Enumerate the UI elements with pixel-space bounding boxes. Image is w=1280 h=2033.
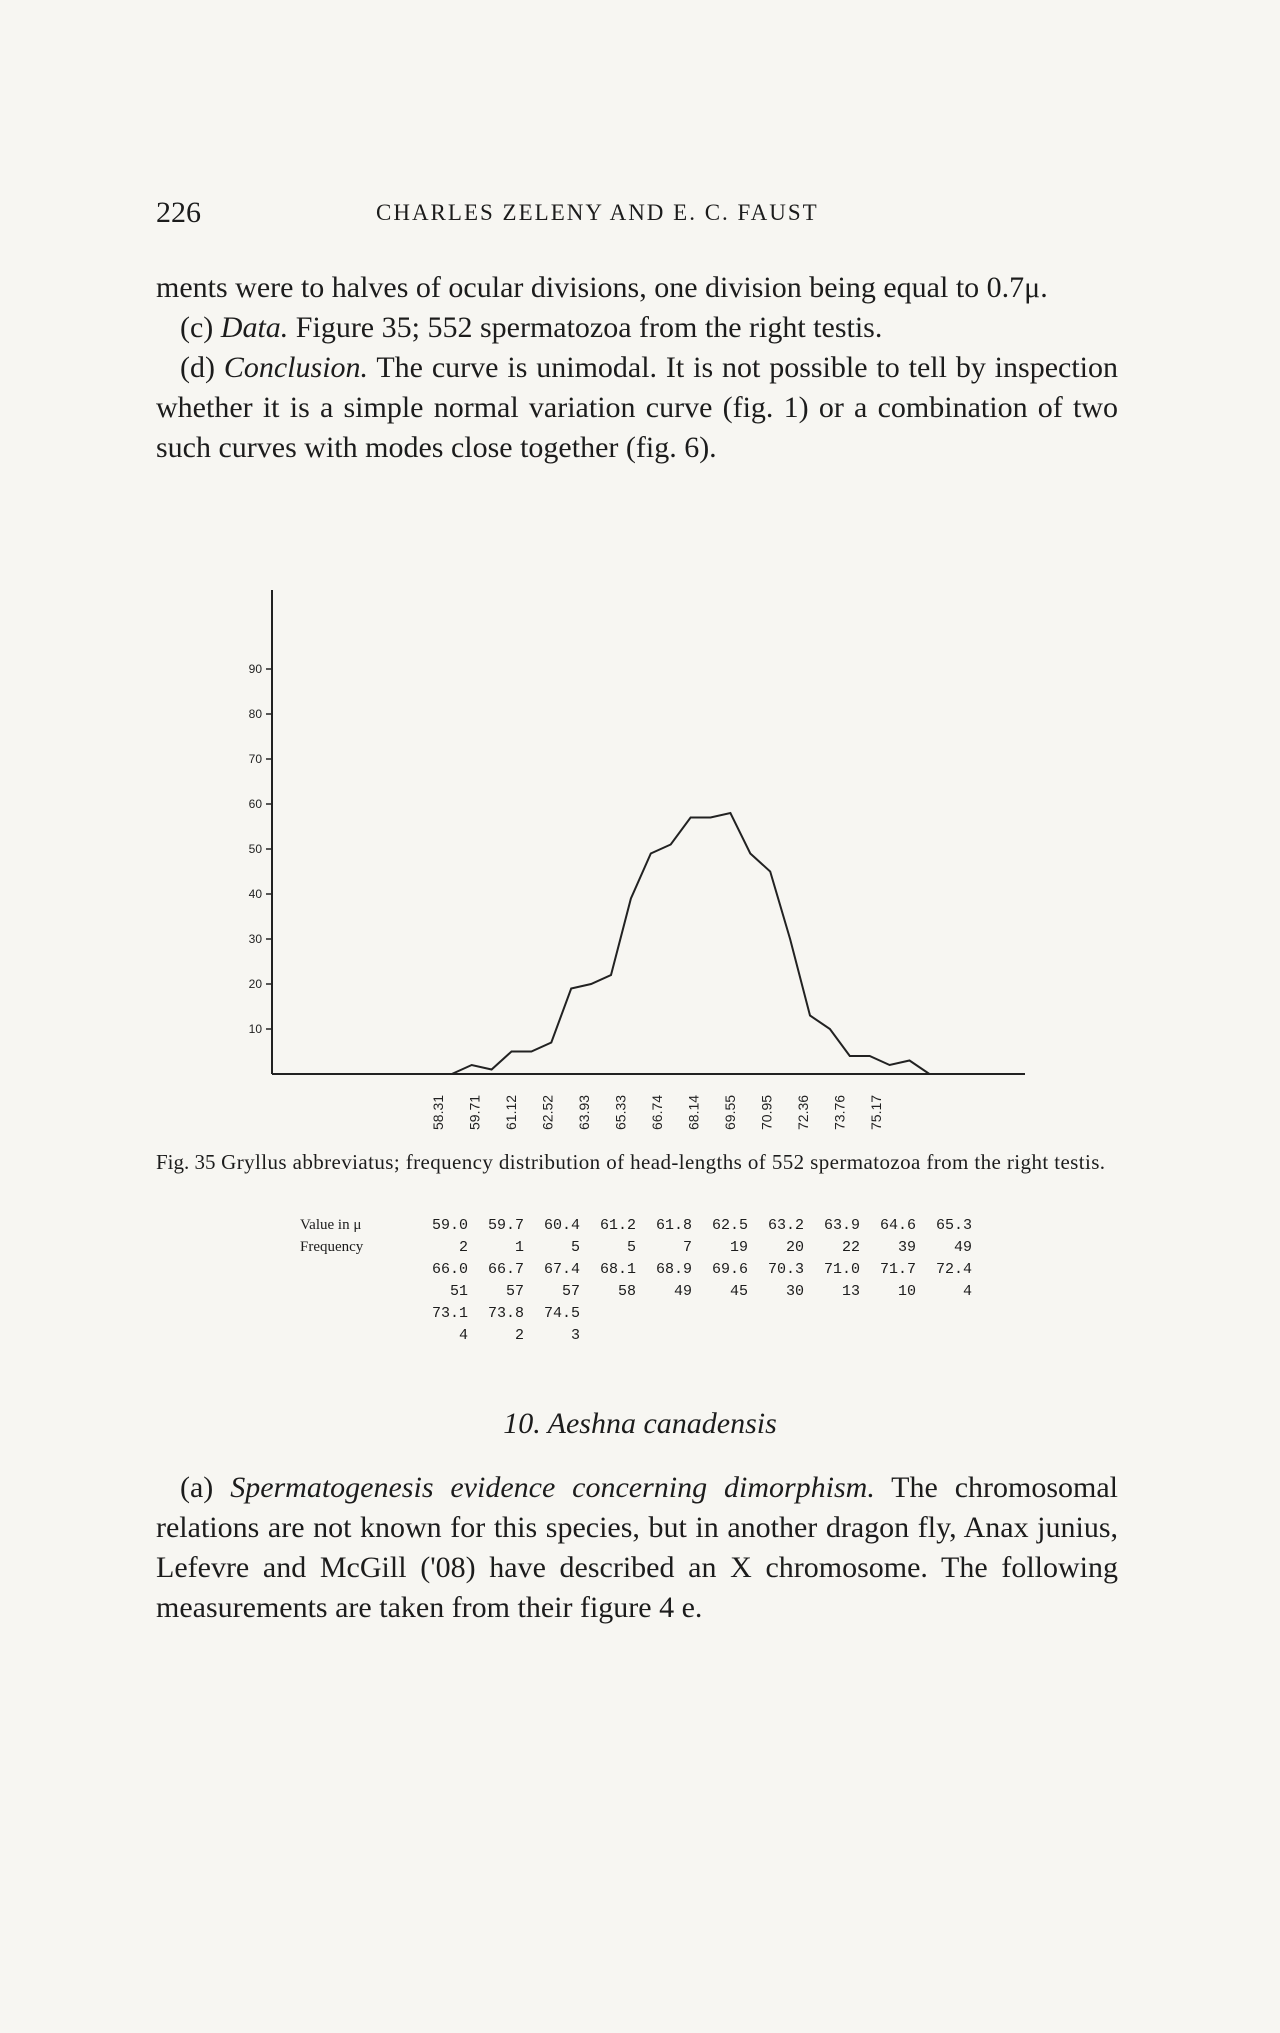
row-label	[300, 1280, 412, 1302]
frequency-row	[300, 1280, 972, 1302]
a-text: The chromosomal relations are not known for this species, but in another dragon fly, Anax junius, Lefevre and McGill ('08) have described an X chromosome. The following measurements are taken from their figure 4 e.	[156, 1471, 1118, 1624]
value-cell: 70.3	[767, 1260, 804, 1278]
value-row	[300, 1214, 972, 1236]
figure-caption	[156, 1148, 1118, 1176]
c-title: Data.	[220, 311, 289, 344]
frequency-table	[300, 1214, 972, 1346]
running-head: CHARLES ZELENY AND E. C. FAUST	[376, 200, 819, 225]
frequency-cell: 3	[570, 1326, 580, 1344]
y-tick-label: 60	[248, 797, 262, 811]
frequency-cell: 22	[841, 1238, 860, 1256]
frequency-cell: 39	[897, 1238, 916, 1256]
x-tick-label: 68.14	[685, 1094, 702, 1130]
c-text: Figure 35; 552 spermatozoa from the right testis.	[288, 311, 883, 344]
y-tick-label: 80	[248, 707, 262, 721]
x-tick-label: 70.95	[758, 1094, 775, 1130]
figure-label: Fig. 35	[156, 1150, 216, 1174]
x-tick-label: 75.17	[868, 1094, 884, 1130]
y-tick-label: 50	[248, 842, 262, 856]
frequency-cell: 49	[953, 1238, 972, 1256]
value-cell: 64.6	[879, 1216, 916, 1234]
d-title: Conclusion.	[223, 351, 369, 384]
d-text: The curve is unimodal. It is not possible to tell by inspection whether it is a simple normal variation curve (fig. 1) or a combination of two such curves with modes close together (fig. 6).	[156, 351, 1118, 464]
row-label	[300, 1258, 412, 1280]
page-number: 226	[156, 196, 201, 229]
value-cell: 71.7	[879, 1260, 916, 1278]
value-cell: 63.9	[823, 1216, 860, 1234]
frequency-cell: 20	[785, 1238, 804, 1256]
value-cell: 66.0	[431, 1260, 468, 1278]
section-a-block	[156, 1468, 1118, 1628]
frequency-cell: 1	[514, 1238, 524, 1256]
frequency-cell: 4	[458, 1326, 468, 1344]
value-cell: 72.4	[935, 1260, 972, 1278]
caption-text: Gryllus abbreviatus; frequency distribution of head-lengths of 552 spermatozoa from the right testis.	[221, 1150, 1106, 1174]
y-tick-label: 40	[248, 887, 262, 901]
a-label: (a)	[180, 1471, 214, 1504]
y-tick-label: 20	[248, 977, 262, 991]
x-tick-label: 63.93	[576, 1094, 592, 1130]
x-tick-label: 62.52	[539, 1094, 556, 1130]
frequency-cell: 30	[785, 1282, 804, 1300]
frequency-cell: 45	[729, 1282, 748, 1300]
frequency-cell: 4	[962, 1282, 972, 1300]
x-tick-label: 58.31	[430, 1094, 446, 1130]
y-tick-label: 90	[248, 662, 262, 676]
d-label: (d)	[180, 351, 215, 384]
x-tick-label: 65.33	[612, 1094, 629, 1130]
frequency-cell: 2	[514, 1326, 524, 1344]
row-label	[300, 1324, 412, 1346]
value-row	[300, 1302, 972, 1324]
section-a-paragraph	[156, 1468, 1118, 1628]
value-cell: 61.2	[599, 1216, 636, 1234]
value-cell: 69.6	[711, 1260, 748, 1278]
value-cell: 65.3	[935, 1216, 972, 1234]
value-cell: 71.0	[823, 1260, 860, 1278]
value-cell: 74.5	[543, 1304, 580, 1322]
value-cell: 73.8	[487, 1304, 524, 1322]
value-cell: 59.0	[431, 1216, 468, 1234]
section-number: 10.	[503, 1407, 541, 1440]
frequency-row	[300, 1324, 972, 1346]
y-tick-label: 70	[248, 752, 262, 766]
frequency-curve	[412, 813, 989, 1074]
value-cell: 68.1	[599, 1260, 636, 1278]
frequency-cell: 7	[682, 1238, 692, 1256]
intro-line: ments were to halves of ocular divisions, one division being equal to 0.7μ.	[156, 271, 1048, 304]
frequency-cell: 10	[897, 1282, 916, 1300]
x-tick-label: 69.55	[722, 1094, 738, 1130]
value-cell: 68.9	[655, 1260, 692, 1278]
value-cell: 61.8	[655, 1216, 692, 1234]
frequency-cell: 13	[841, 1282, 860, 1300]
x-tick-label: 66.74	[649, 1094, 665, 1130]
value-cell: 60.4	[543, 1216, 580, 1234]
row-label	[300, 1302, 412, 1324]
section-title: Aeshna canadensis	[547, 1407, 777, 1440]
frequency-cell: 19	[729, 1238, 748, 1256]
x-tick-label: 61.12	[503, 1094, 519, 1130]
frequency-cell: 5	[626, 1238, 636, 1256]
frequency-row	[300, 1236, 972, 1258]
value-cell: 73.1	[431, 1304, 468, 1322]
value-cell: 59.7	[487, 1216, 524, 1234]
row-label: Frequency	[300, 1238, 364, 1255]
section-heading	[0, 1407, 1280, 1441]
value-cell: 66.7	[487, 1260, 524, 1278]
y-tick-label: 10	[248, 1022, 262, 1036]
frequency-cell: 57	[505, 1282, 524, 1300]
frequency-cell: 57	[561, 1282, 580, 1300]
frequency-cell: 51	[449, 1282, 468, 1300]
frequency-cell: 5	[570, 1238, 580, 1256]
a-title: Spermatogenesis evidence concerning dimorphism.	[230, 1471, 875, 1504]
value-cell: 62.5	[711, 1216, 748, 1234]
x-tick-label: 72.36	[795, 1094, 811, 1130]
c-label: (c)	[180, 311, 214, 344]
x-tick-label: 73.76	[831, 1094, 848, 1130]
value-cell: 67.4	[543, 1260, 580, 1278]
row-label: Value in μ	[300, 1216, 362, 1233]
frequency-cell: 58	[617, 1282, 636, 1300]
frequency-cell: 49	[673, 1282, 692, 1300]
value-row	[300, 1258, 972, 1280]
frequency-cell: 2	[458, 1238, 468, 1256]
x-tick-label: 59.71	[466, 1094, 483, 1130]
value-cell: 63.2	[767, 1216, 804, 1234]
y-tick-label: 30	[248, 932, 262, 946]
